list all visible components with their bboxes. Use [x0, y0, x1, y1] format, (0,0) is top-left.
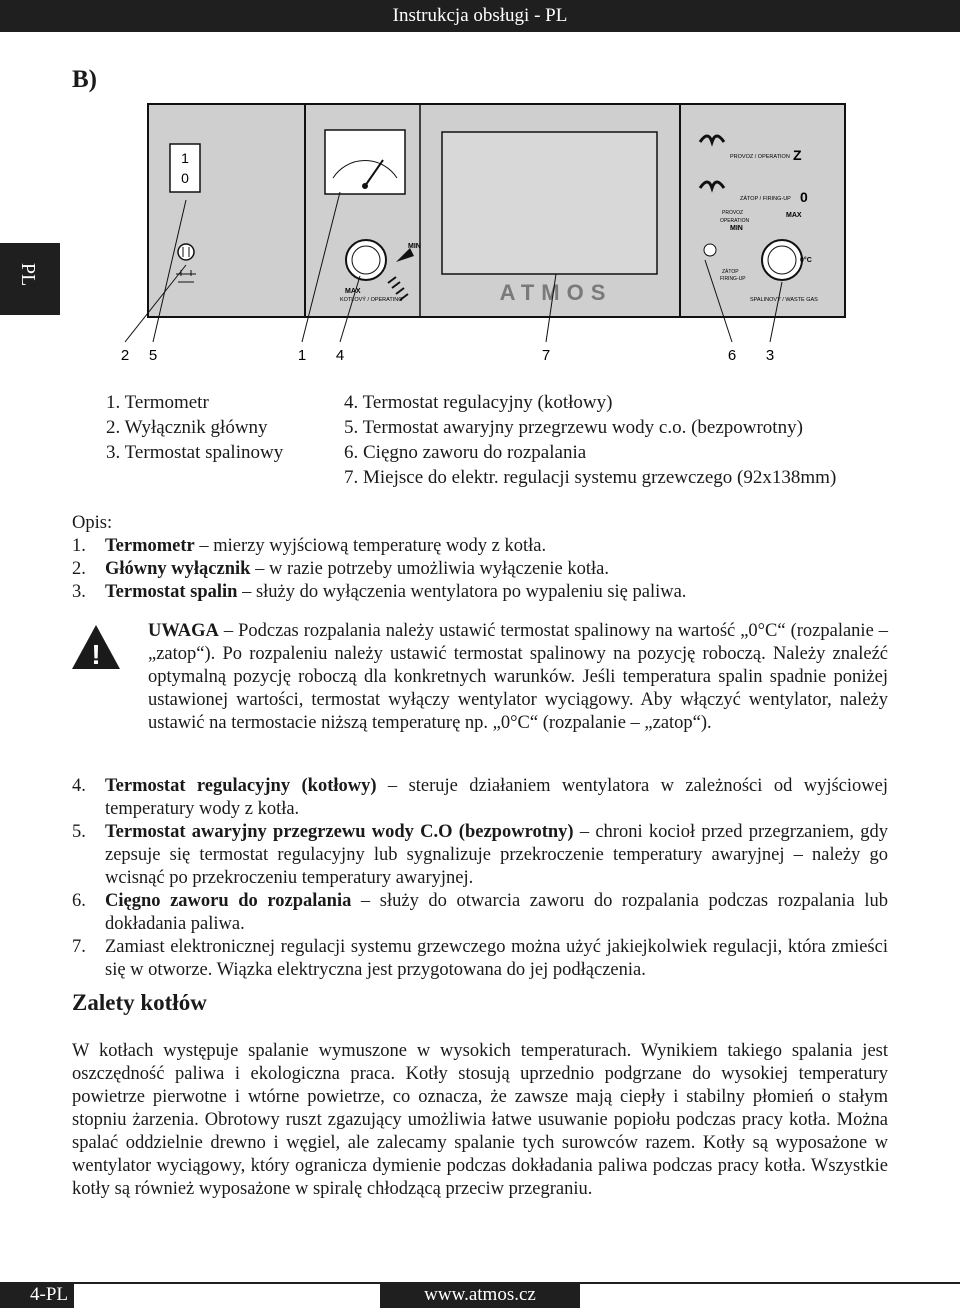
- legend-col2: [344, 390, 836, 490]
- list-item: 1. Termometr – mierzy wyjściową temperaturę wody z kotła.: [72, 536, 547, 556]
- right-max-label: MAX: [786, 212, 802, 219]
- legend-item: 7. Miejsce do elektr. regulacji systemu grzewczego (92x138mm): [344, 467, 837, 488]
- brand-logo: ATMOS: [499, 280, 613, 305]
- legend-col1: [106, 390, 283, 465]
- dial-min-label: MIN: [408, 243, 421, 250]
- legend-item: 6. Cięgno zaworu do rozpalania: [344, 442, 587, 463]
- callout-4: 4: [335, 347, 345, 364]
- callout-2: 2: [120, 347, 130, 364]
- switch-label-1: 1: [181, 150, 189, 166]
- dial-caption: KOTLOVÝ / OPERATING: [340, 297, 403, 303]
- header-title: Instrukcja obsługi - PL: [392, 5, 568, 26]
- legend-item: 5. Termostat awaryjny przegrzewu wody c.o. (bezpowrotny): [344, 417, 803, 438]
- list-item: 4. Termostat regulacyjny (kotłowy) – steruje działaniem wentylatora w zależności od wyjściowej temperatury wody z kotła.: [72, 776, 888, 819]
- list-item: 5. Termostat awaryjny przegrzewu wody C.O (bezpowrotny) – chroni kocioł przed przegrzaniem, gdy zepsuje się termostat regulacyjny lub sygnalizuje przekroczenie temperatury awaryjnej – należy go wcisnąć po przekroczeniu temperatury awaryjnej.: [72, 822, 888, 888]
- opis-title: Opis:: [72, 513, 113, 533]
- warning-block: [148, 620, 888, 735]
- page-number: 4-PL: [0, 1282, 74, 1308]
- zatop-label: ZÁTOP / FIRING-UP: [740, 196, 791, 202]
- opis-section: [72, 512, 888, 604]
- main-switch: [170, 144, 200, 192]
- zero-c-label: 0°C: [800, 257, 812, 264]
- switch-label-0: 0: [181, 170, 189, 186]
- legend-item: 4. Termostat regulacyjny (kotłowy): [344, 392, 613, 413]
- list-item: 3. Termostat spalin – służy do wyłączenia wentylatora po wypaleniu się paliwa.: [72, 582, 687, 602]
- callout-6: 6: [727, 347, 737, 364]
- warning-triangle-icon: [70, 623, 122, 671]
- callout-5: 5: [148, 347, 158, 364]
- fan-icon: [704, 244, 716, 256]
- right-firing-label: FIRING-UP: [720, 276, 746, 282]
- callout-3: 3: [765, 347, 775, 364]
- spalinovy-label: SPALINOVÝ / WASTE GAS: [750, 297, 818, 303]
- section-heading: Zalety kotłów: [72, 990, 207, 1015]
- legend-item: 1. Termometr: [106, 392, 209, 413]
- z-letter: Z: [793, 147, 802, 163]
- callout-1: 1: [297, 347, 307, 364]
- zero-letter: 0: [800, 189, 808, 205]
- right-operation-label: OPERATION: [720, 218, 750, 224]
- warning-text: – Podczas rozpalania należy ustawić termostat spalinowy na wartość „0°C“ (rozpalanie – „zatop“). Po rozpaleniu należy ustawić termostat spalinowy na pozycję roboczą. Należy znaleźć optymalną pozycję roboczą dla konkretnych warunków. Jeśli temperatura spalin spadnie poniżej ustawionej wartości, termostat wyłączy wentylator wyciągowy. Aby włączyć wentylator, należy ustawić na termostacie niższą temperaturę np. „0°C“ (rozpalanie – „zatop“).: [148, 621, 888, 733]
- svg-text:!: !: [91, 639, 101, 670]
- footer-url: www.atmos.cz: [380, 1282, 580, 1308]
- right-provoz-label: PROVOZ: [722, 210, 744, 216]
- control-panel-diagram: [0, 0, 960, 380]
- language-tab-label: PL: [17, 262, 40, 287]
- list-item: 7. Zamiast elektronicznej regulacji systemu grzewczego można użyć jakiejkolwiek regulacji, która zmieści się w otworze. Wiązka elektryczna jest przygotowana do jej podłączenia.: [72, 937, 888, 980]
- items-4-7: [72, 775, 888, 982]
- section-label: B): [72, 66, 97, 93]
- legend-item: 2. Wyłącznik główny: [106, 417, 268, 438]
- warning-label: UWAGA: [148, 621, 219, 641]
- provoz-operation-label: PROVOZ / OPERATION: [730, 154, 790, 160]
- list-item: 2. Główny wyłącznik – w razie potrzeby umożliwia wyłączenie kotła.: [72, 559, 609, 579]
- right-zatop-label: ZÁTOP: [722, 269, 739, 275]
- thermometer: [325, 130, 405, 194]
- advantages-paragraph: W kotłach występuje spalanie wymuszone w wysokich temperaturach. Wynikiem takiego spalania jest oszczędność paliwa i ekologiczna praca. Kotły stosują uprzednio podgrzane do wysokiej temperatury powietrze pierwotne i wtórne powietrze, co oznacza, że zawsze mają ciepły i stabilny płomień o stałym stopniu żarzenia. Obrotowy ruszt zgazujący umożliwia łatwe usuwanie popiołu podczas pracy kotła. Można spalać oddzielnie drewno i węgiel, ale zalecamy spalanie tych surowców razem. Kotły są wyposażone w wentylator wyciągowy, który ogranicza dymienie podczas dokładania paliwa podczas pracy kotła. Wszystkie kotły są również wyposażone w spiralę chłodzącą przeciw przegraniu.: [72, 1041, 888, 1199]
- callout-7: 7: [541, 347, 551, 364]
- list-item: 6. Cięgno zaworu do rozpalania – służy do otwarcia zaworu do rozpalania podczas rozpalania lub dokładania paliwa.: [72, 891, 888, 934]
- legend-item: 3. Termostat spalinowy: [106, 442, 284, 463]
- dial-max-label: MAX: [345, 288, 361, 295]
- right-min-label: MIN: [730, 225, 743, 232]
